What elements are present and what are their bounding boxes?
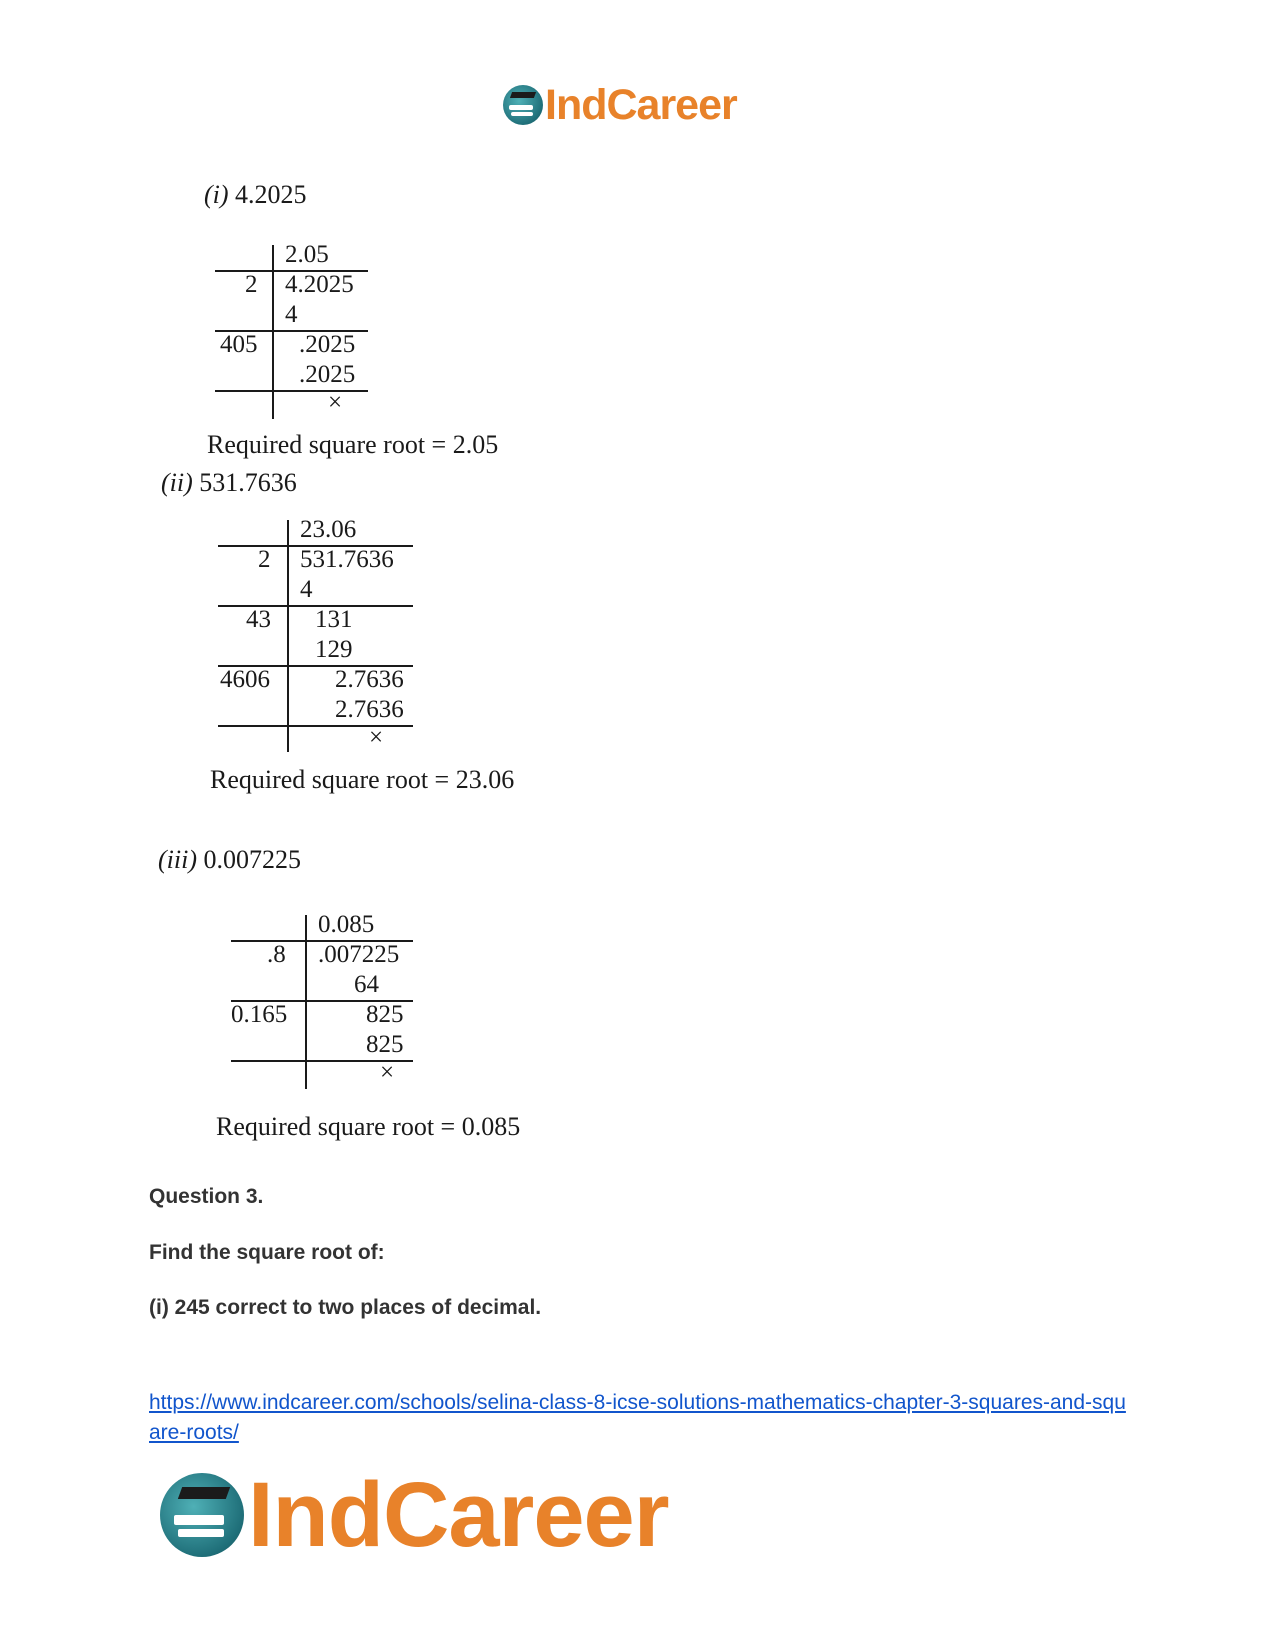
divisor: 2 [258, 546, 271, 573]
part-3-value: 0.007225 [203, 845, 301, 874]
product: .2025 [299, 361, 356, 388]
long-division-1 [215, 240, 375, 420]
divisor: 0.165 [231, 1001, 288, 1028]
product: 825 [366, 1031, 404, 1058]
product: 129 [315, 636, 353, 663]
divisor: 43 [246, 606, 271, 633]
dividend: 2.7636 [335, 666, 404, 693]
graduation-cap-globe-icon [160, 1473, 244, 1557]
part-2-number: (ii) [161, 468, 193, 497]
footer-logo [160, 1465, 669, 1565]
part-1-label [204, 180, 307, 210]
part-3-label [158, 845, 301, 875]
header-logo [503, 80, 737, 130]
divisor: 2 [245, 271, 258, 298]
quotient: 2.05 [285, 241, 329, 268]
long-division-3 [231, 910, 421, 1090]
part-1-value: 4.2025 [235, 180, 307, 209]
part-2-label [161, 468, 297, 498]
part-3-number: (iii) [158, 845, 197, 874]
logo-text: IndCareer [248, 1463, 669, 1566]
product: 4 [285, 301, 298, 328]
part-3-result: Required square root = 0.085 [216, 1112, 521, 1141]
product: 4 [300, 576, 313, 603]
divisor: .8 [267, 941, 286, 968]
remainder: × [328, 389, 343, 416]
divisor: 405 [220, 331, 258, 358]
part-1-number: (i) [204, 180, 229, 209]
dividend: 4.2025 [285, 271, 354, 298]
dividend: 531.7636 [300, 546, 394, 573]
divisor: 4606 [220, 666, 270, 693]
remainder: × [369, 724, 384, 751]
part-2-result: Required square root = 23.06 [210, 765, 515, 794]
part-1-result: Required square root = 2.05 [207, 430, 499, 459]
question-prompt: Find the square root of: [149, 1241, 385, 1264]
source-link[interactable]: https://www.indcareer.com/schools/selina-class-8-icse-solutions-mathematics-chapter-3-squares-and-square-roots/ [149, 1391, 1126, 1444]
dividend: 825 [366, 1001, 404, 1028]
dividend: .007225 [318, 941, 400, 968]
logo-text: IndCareer [545, 80, 737, 129]
remainder: × [380, 1059, 395, 1086]
question-item: (i) 245 correct to two places of decimal. [149, 1296, 542, 1319]
product: 2.7636 [335, 696, 404, 723]
quotient: 0.085 [318, 911, 375, 938]
question-title: Question 3. [149, 1185, 264, 1208]
quotient: 23.06 [300, 516, 357, 543]
part-2-value: 531.7636 [199, 468, 297, 497]
graduation-cap-globe-icon [503, 85, 543, 125]
long-division-2 [218, 515, 418, 755]
dividend: .2025 [299, 331, 356, 358]
dividend: 131 [315, 606, 353, 633]
product: 64 [354, 971, 379, 998]
